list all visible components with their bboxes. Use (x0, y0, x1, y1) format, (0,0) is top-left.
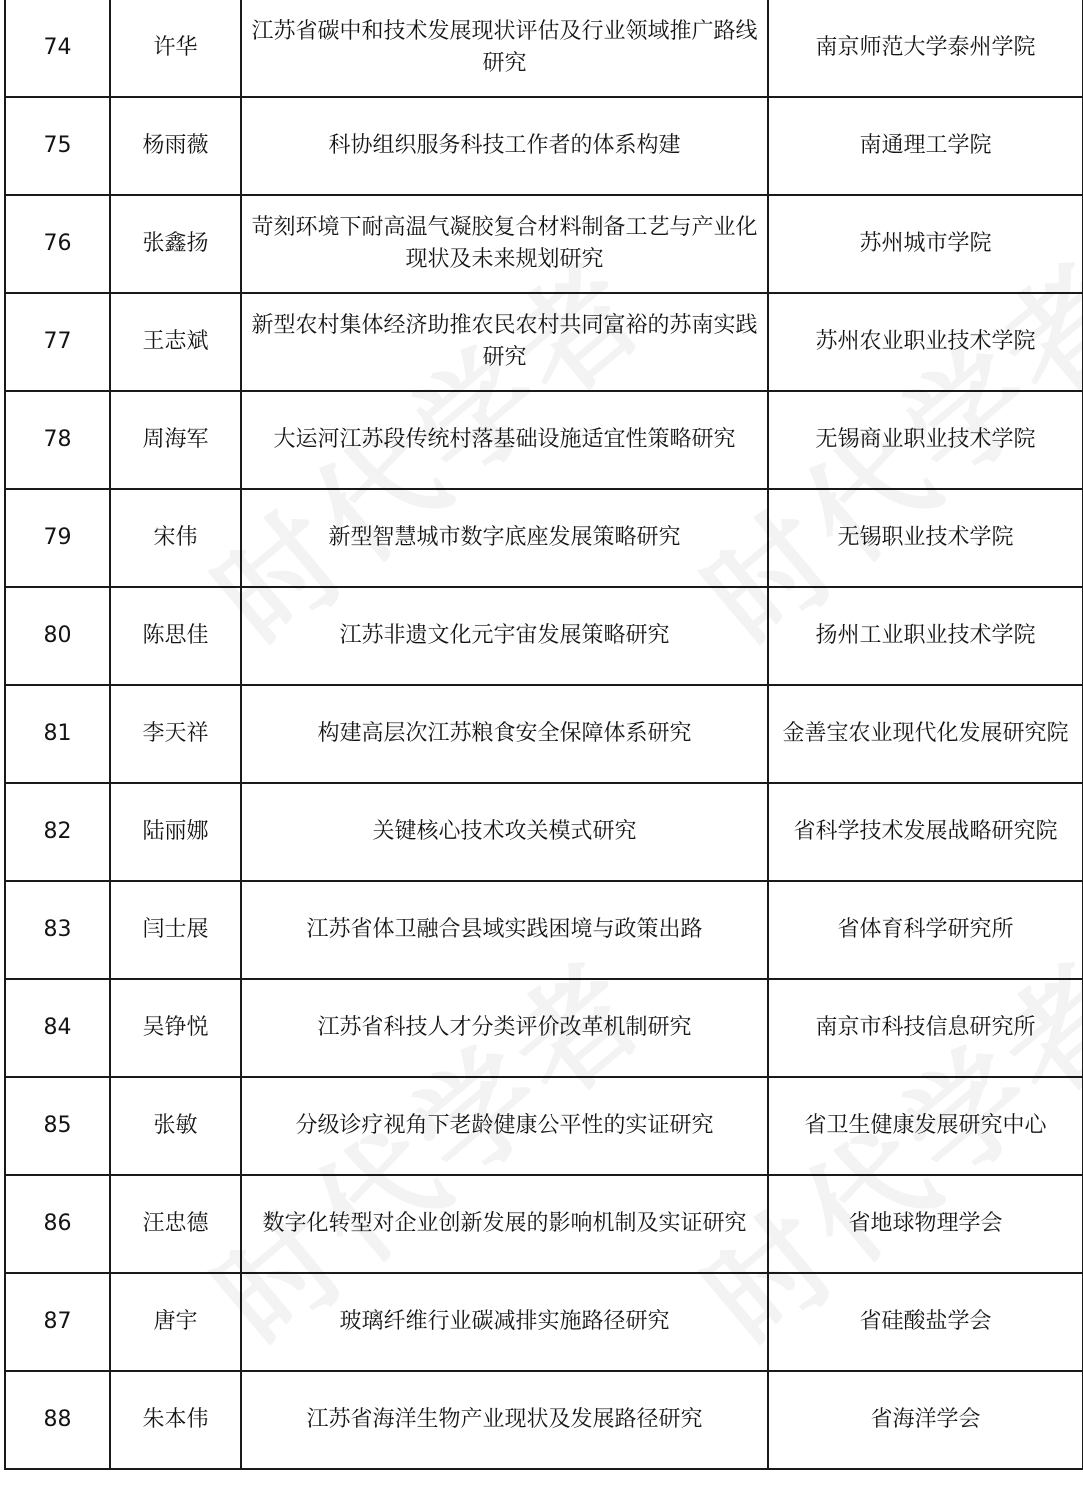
table-row (5, 293, 1083, 391)
row-number: 86 (5, 1175, 110, 1273)
person-name: 许华 (110, 0, 241, 97)
person-name: 杨雨薇 (110, 97, 241, 195)
table-row (5, 979, 1083, 1077)
organization: 无锡职业技术学院 (768, 489, 1083, 587)
organization: 南通理工学院 (768, 97, 1083, 195)
table-row (5, 1273, 1083, 1371)
table-row (5, 1077, 1083, 1175)
person-name: 朱本伟 (110, 1371, 241, 1469)
organization: 省科学技术发展战略研究院 (768, 783, 1083, 881)
organization: 省硅酸盐学会 (768, 1273, 1083, 1371)
row-number: 80 (5, 587, 110, 685)
table-row (5, 881, 1083, 979)
row-number: 76 (5, 195, 110, 293)
row-number: 79 (5, 489, 110, 587)
row-number: 78 (5, 391, 110, 489)
row-number: 88 (5, 1371, 110, 1469)
table-row (5, 97, 1083, 195)
organization: 省体育科学研究所 (768, 881, 1083, 979)
organization: 省海洋学会 (768, 1371, 1083, 1469)
project-title: 大运河江苏段传统村落基础设施适宜性策略研究 (241, 391, 768, 489)
person-name: 唐宇 (110, 1273, 241, 1371)
row-number: 74 (5, 0, 110, 97)
table-row (5, 391, 1083, 489)
project-title: 数字化转型对企业创新发展的影响机制及实证研究 (241, 1175, 768, 1273)
row-number: 82 (5, 783, 110, 881)
person-name: 宋伟 (110, 489, 241, 587)
table-row (5, 195, 1083, 293)
table-row (5, 1371, 1083, 1469)
project-title: 苛刻环境下耐高温气凝胶复合材料制备工艺与产业化现状及未来规划研究 (241, 195, 768, 293)
project-title: 构建高层次江苏粮食安全保障体系研究 (241, 685, 768, 783)
table-row (5, 587, 1083, 685)
project-title: 江苏省海洋生物产业现状及发展路径研究 (241, 1371, 768, 1469)
row-number: 85 (5, 1077, 110, 1175)
project-title: 江苏省科技人才分类评价改革机制研究 (241, 979, 768, 1077)
project-title: 江苏省碳中和技术发展现状评估及行业领域推广路线研究 (241, 0, 768, 97)
project-title: 江苏非遗文化元宇宙发展策略研究 (241, 587, 768, 685)
row-number: 75 (5, 97, 110, 195)
row-number: 83 (5, 881, 110, 979)
project-title: 新型农村集体经济助推农民农村共同富裕的苏南实践研究 (241, 293, 768, 391)
organization: 无锡商业职业技术学院 (768, 391, 1083, 489)
row-number: 87 (5, 1273, 110, 1371)
table-row (5, 685, 1083, 783)
person-name: 张敏 (110, 1077, 241, 1175)
person-name: 汪忠德 (110, 1175, 241, 1273)
table-row (5, 489, 1083, 587)
table-row (5, 0, 1083, 97)
table-body (5, 0, 1083, 1469)
row-number: 84 (5, 979, 110, 1077)
project-title: 新型智慧城市数字底座发展策略研究 (241, 489, 768, 587)
project-title: 分级诊疗视角下老龄健康公平性的实证研究 (241, 1077, 768, 1175)
person-name: 张鑫扬 (110, 195, 241, 293)
organization: 苏州农业职业技术学院 (768, 293, 1083, 391)
project-title: 玻璃纤维行业碳减排实施路径研究 (241, 1273, 768, 1371)
table-row (5, 1175, 1083, 1273)
row-number: 81 (5, 685, 110, 783)
person-name: 陆丽娜 (110, 783, 241, 881)
organization: 扬州工业职业技术学院 (768, 587, 1083, 685)
organization: 金善宝农业现代化发展研究院 (768, 685, 1083, 783)
organization: 南京市科技信息研究所 (768, 979, 1083, 1077)
person-name: 吴铮悦 (110, 979, 241, 1077)
project-table (4, 0, 1083, 1470)
organization: 省地球物理学会 (768, 1175, 1083, 1273)
row-number: 77 (5, 293, 110, 391)
table-row (5, 783, 1083, 881)
person-name: 周海军 (110, 391, 241, 489)
project-title: 关键核心技术攻关模式研究 (241, 783, 768, 881)
person-name: 陈思佳 (110, 587, 241, 685)
project-title: 科协组织服务科技工作者的体系构建 (241, 97, 768, 195)
person-name: 王志斌 (110, 293, 241, 391)
organization: 南京师范大学泰州学院 (768, 0, 1083, 97)
person-name: 李天祥 (110, 685, 241, 783)
organization: 苏州城市学院 (768, 195, 1083, 293)
person-name: 闫士展 (110, 881, 241, 979)
organization: 省卫生健康发展研究中心 (768, 1077, 1083, 1175)
project-title: 江苏省体卫融合县域实践困境与政策出路 (241, 881, 768, 979)
